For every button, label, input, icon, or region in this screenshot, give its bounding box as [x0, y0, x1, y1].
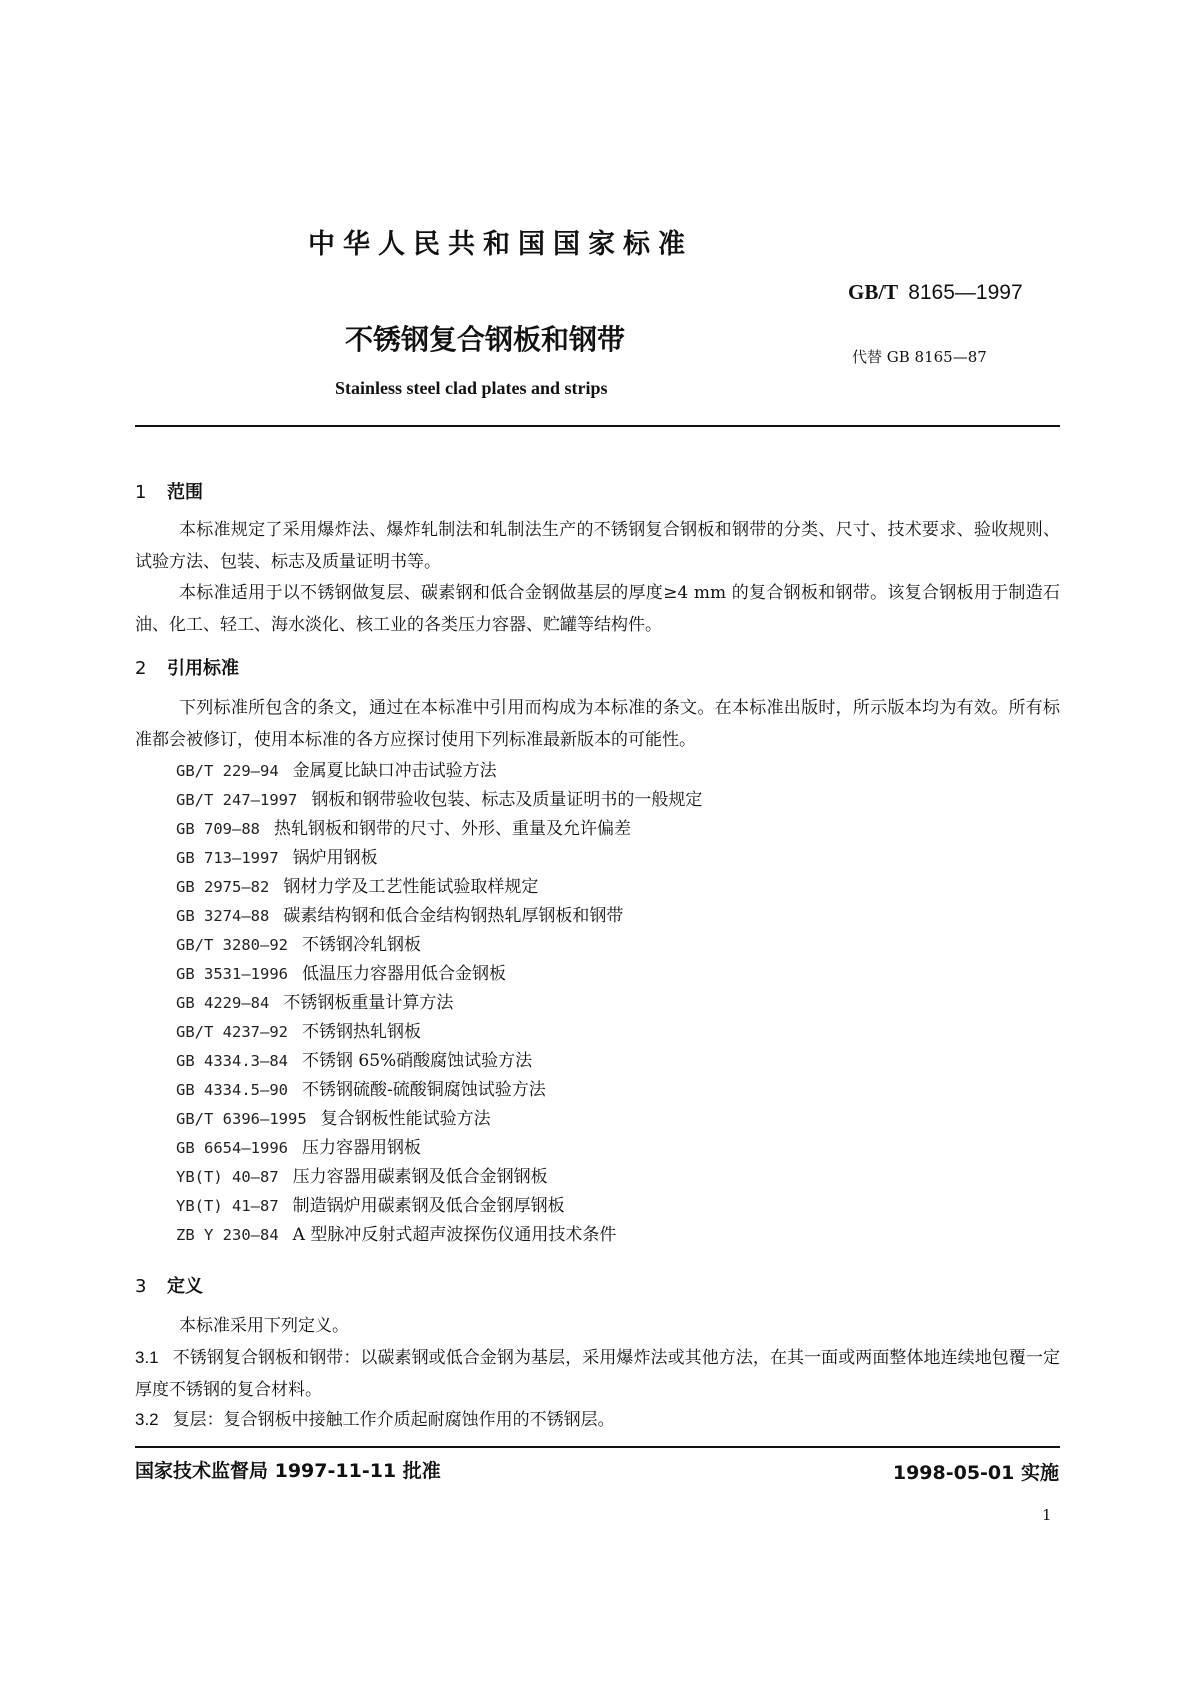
reference-code: GB/T 229—94 [176, 762, 279, 780]
reference-code: GB 709—88 [176, 820, 260, 838]
reference-code: GB 2975—82 [176, 878, 270, 896]
document-title-en: Stainless steel clad plates and strips [335, 378, 608, 398]
definition-item [135, 1342, 1060, 1406]
reference-name: 压力容器用碳素钢及低合金钢钢板 [292, 1167, 548, 1187]
reference-name: 不锈钢 65%硝酸腐蚀试验方法 [301, 1051, 533, 1071]
reference-item [176, 1109, 491, 1129]
reference-name: 制造锅炉用碳素钢及低合金钢厚钢板 [292, 1196, 565, 1216]
document-title-cn: 不锈钢复合钢板和钢带 [345, 323, 626, 356]
reference-code: GB 6654—1996 [176, 1139, 288, 1157]
reference-code: GB 4229—84 [176, 994, 270, 1012]
section-title: 引用标准 [167, 658, 239, 679]
reference-name: 复合钢板性能试验方法 [320, 1109, 491, 1129]
reference-code: YB(T) 41—87 [176, 1197, 279, 1215]
reference-code: GB/T 3280—92 [176, 936, 288, 954]
section-number: 3 [135, 1276, 147, 1297]
footer-divider [135, 1446, 1060, 1448]
reference-name: 不锈钢板重量计算方法 [283, 993, 454, 1013]
reference-item [176, 1080, 546, 1100]
reference-code: GB 3274—88 [176, 907, 270, 925]
reference-item [176, 1225, 616, 1245]
reference-code: GB 713—1997 [176, 849, 279, 867]
section-number: 1 [135, 482, 147, 503]
implementation-date: 1998-05-01 实施 [892, 1462, 1059, 1484]
reference-code: GB 4334.3—84 [176, 1052, 288, 1070]
definition-number: 3.1 [135, 1348, 159, 1367]
section-3-intro: 本标准采用下列定义。 [179, 1316, 349, 1336]
reference-item [176, 935, 421, 955]
reference-item [176, 761, 497, 781]
replaces-note: 代替 GB 8165—87 [852, 348, 987, 366]
reference-code: GB/T 6396—1995 [176, 1110, 307, 1128]
section-1-paragraph: 本标准规定了采用爆炸法、爆炸轧制法和轧制法生产的不锈钢复合钢板和钢带的分类、尺寸、技术要求、验收规则、试验方法、包装、标志及质量证明书等。 [135, 520, 1060, 572]
reference-item [176, 906, 623, 926]
reference-name: 不锈钢热轧钢板 [301, 1022, 421, 1042]
definition-item [135, 1404, 1060, 1436]
section-title: 定义 [167, 1276, 203, 1297]
reference-item [176, 877, 538, 897]
reference-name: 不锈钢硫酸-硫酸铜腐蚀试验方法 [301, 1080, 546, 1100]
page-number: 1 [1042, 1506, 1052, 1524]
reference-name: 金属夏比缺口冲击试验方法 [292, 761, 497, 781]
reference-name: 锅炉用钢板 [292, 848, 378, 868]
reference-name: 热轧钢板和钢带的尺寸、外形、重量及允许偏差 [274, 819, 631, 839]
reference-name: A 型脉冲反射式超声波探伤仪通用技术条件 [292, 1225, 617, 1245]
reference-name: 低温压力容器用低合金钢板 [301, 964, 506, 984]
reference-code: YB(T) 40—87 [176, 1168, 279, 1186]
reference-item [176, 1196, 565, 1216]
reference-item [176, 1051, 532, 1071]
reference-code: GB/T 4237—92 [176, 1023, 288, 1041]
reference-code: ZB Y 230—84 [176, 1226, 279, 1244]
reference-item [176, 1138, 421, 1158]
reference-item [176, 848, 378, 868]
national-standard-heading: 中华人民共和国国家标准 [308, 229, 693, 260]
section-2-intro: 下列标准所包含的条文，通过在本标准中引用而构成为本标准的条文。在本标准出版时，所示版本均为有效。所有标准都会被修订，使用本标准的各方应探讨使用下列标准最新版本的可能性。 [135, 698, 1060, 750]
reference-name: 钢板和钢带验收包装、标志及质量证明书的一般规定 [311, 790, 703, 810]
reference-code: GB/T 247—1997 [176, 791, 298, 809]
reference-item [176, 1022, 421, 1042]
section-3-heading [135, 1272, 203, 1298]
section-1-paragraph: 本标准适用于以不锈钢做复层、碳素钢和低合金钢做基层的厚度≥4 mm 的复合钢板和钢带。该复合钢板用于制造石油、化工、轻工、海水淡化、核工业的各类压力容器、贮罐等结构件。 [135, 583, 1060, 635]
standard-number [848, 280, 1023, 305]
section-1-heading [135, 478, 203, 504]
reference-code: GB 4334.5—90 [176, 1081, 288, 1099]
definition-number: 3.2 [135, 1410, 159, 1429]
reference-item [176, 819, 631, 839]
reference-code: GB 3531—1996 [176, 965, 288, 983]
reference-item [176, 964, 506, 984]
reference-name: 压力容器用钢板 [301, 1138, 421, 1158]
reference-name: 钢材力学及工艺性能试验取样规定 [283, 877, 539, 897]
header-divider [135, 425, 1060, 427]
definition-text: 复层：复合钢板中接触工作介质起耐腐蚀作用的不锈钢层。 [172, 1410, 615, 1430]
section-2-heading [135, 654, 239, 680]
reference-item [176, 790, 702, 810]
reference-item [176, 993, 453, 1013]
definition-text: 不锈钢复合钢板和钢带：以碳素钢或低合金钢为基层，采用爆炸法或其他方法，在其一面或两面整体地连续地包覆一定厚度不锈钢的复合材料。 [135, 1348, 1060, 1400]
reference-name: 碳素结构钢和低合金结构钢热轧厚钢板和钢带 [283, 906, 624, 926]
approval-note: 国家技术监督局 1997-11-11 批准 [135, 1460, 441, 1482]
section-title: 范围 [167, 482, 203, 503]
standard-code: 8165—1997 [908, 281, 1023, 304]
reference-name: 不锈钢冷轧钢板 [301, 935, 421, 955]
section-number: 2 [135, 658, 147, 679]
standard-prefix: GB/T [848, 280, 899, 304]
reference-item [176, 1167, 548, 1187]
